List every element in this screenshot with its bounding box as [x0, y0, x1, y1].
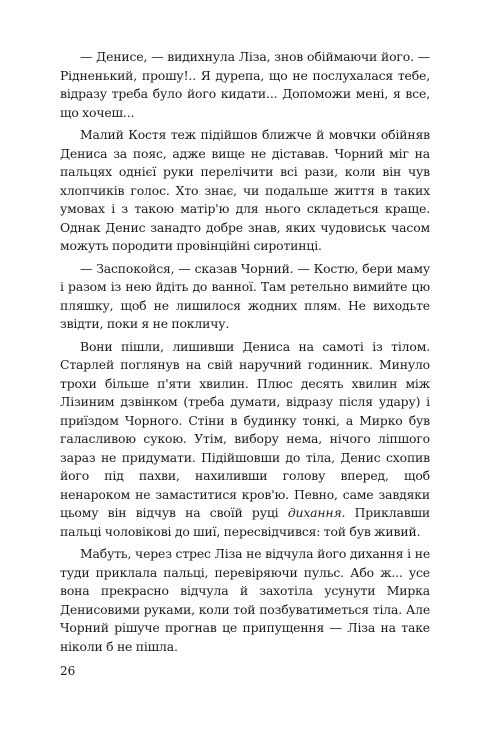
paragraph-5: Мабуть, через стрес Ліза не відчула його дихання і не туди приклала пальці, перевіряючи пульс. Або ж... усе вона прекрасно відчула й захотіла усунути Мирка Денисовими руками, коли той позбуватиметься тіла. Але Чорний рішуче прогнав це припущення — Ліза на таке ніколи б не пішла. [60, 546, 430, 654]
paragraph-4-text: Вони пішли, лишивши Дениса на самоті із тілом. Старлей поглянув на свій наручний годинник. Минуло трохи більше п'яти хвилин. Плюс десять хвилин між Лізиним дзвінком (треба думати, відразу після удару) і приїздом Чорного. Стіни в будинку тонкі, а Мирко був галасливою сукою. Утім, вибору нема, нічого ліпшого зараз не придумати. Підійшовши до тіла, Денис схопив його під пахви, нахиливши голову вперед, щоб ненароком не замаститися кров'ю. Певно, саме завдяки цьому він відчув на своїй руці [60, 338, 430, 520]
paragraph-4-italic: дихання [287, 505, 342, 520]
paragraph-1: — Денисе, — видихнула Ліза, знов обіймаючи його. — Рідненький, прошу!.. Я дурепа, що не послухалася тебе, відразу треба було його кидати... Допоможи мені, я все, що хочеш... [60, 49, 430, 120]
paragraph-4-tail: . Приклавши пальці чоловікові до шиї, пересвідчився: той був живий. [60, 505, 430, 539]
paragraph-4 [60, 338, 430, 542]
paragraph-2: Малий Костя теж підійшов ближче й мовчки обійняв Дениса за пояс, адже вище не діставав. Чорний міг на пальцях однієї руки перелічити всі рази, коли він чув хлопчиків голос. Хто знає, чи подальше життя в таких умовах і з такою матір'ю для нього складеться краще. Однак Денис занадто добре знав, яких чудовиськ часом можуть породити провінційні сиротинці. [60, 127, 430, 253]
page-number: 26 [60, 664, 76, 678]
body-text [60, 48, 430, 656]
paragraph-3: — Заспокойся, — сказав Чорний. — Костю, бери маму і разом із нею йдіть до ванної. Там ретельно вимийте цю пляшку, щоб не лишилося жодних плям. Не виходьте звідти, поки я не покличу. [60, 260, 430, 331]
